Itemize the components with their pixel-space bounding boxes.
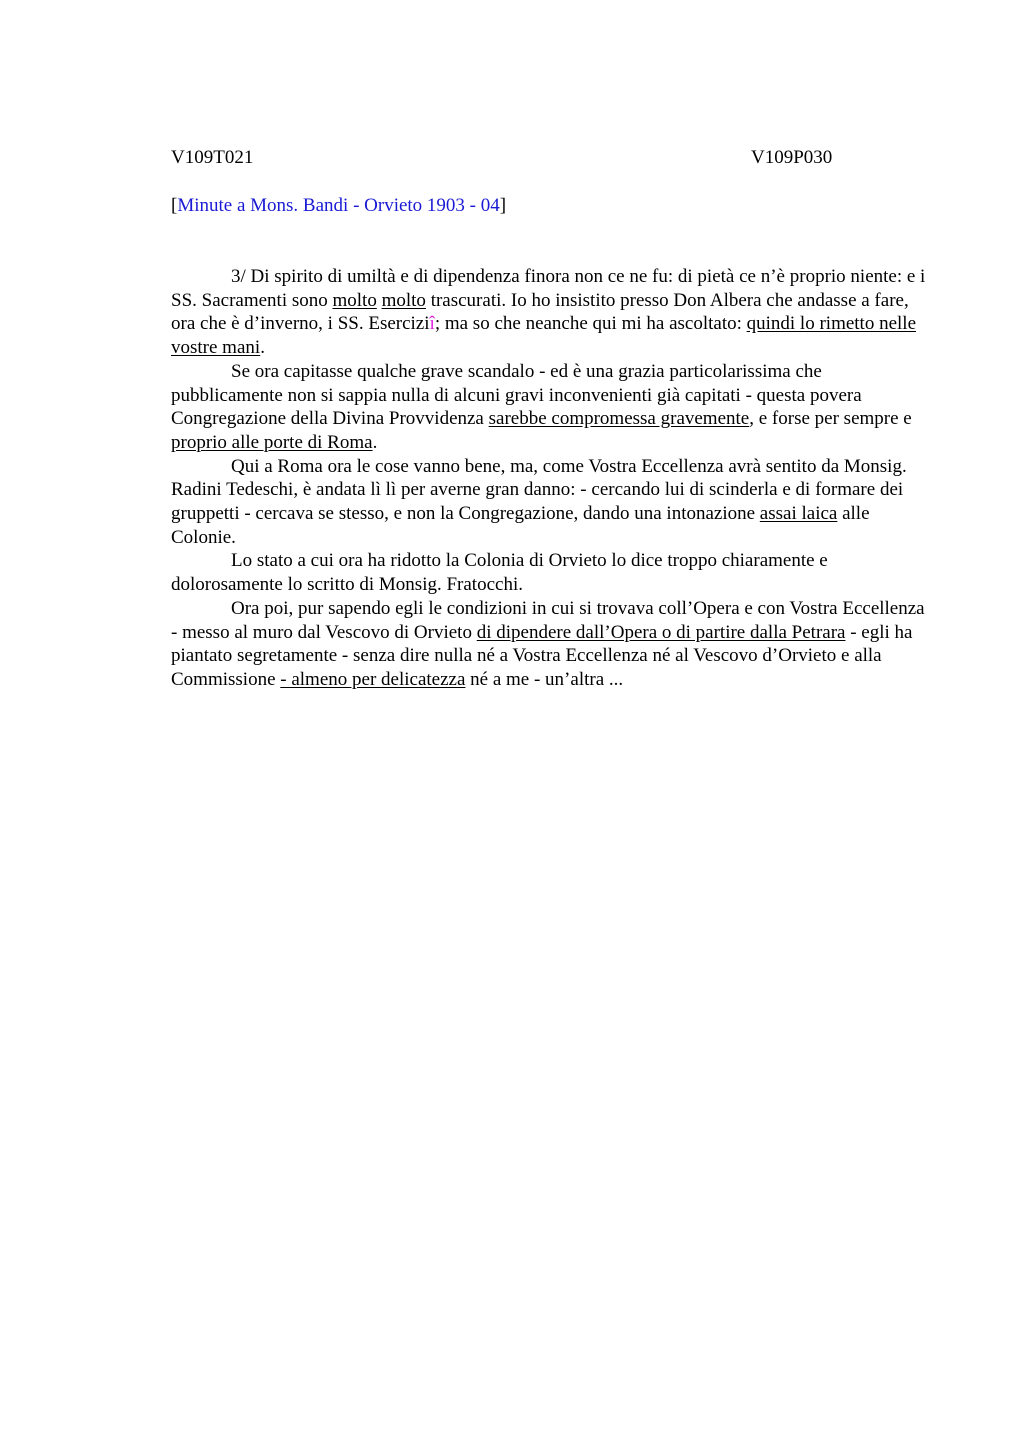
letter-body <box>171 265 931 692</box>
underlined-text: molto <box>381 289 426 311</box>
text-segment: ; ma so che neanche qui mi ha ascoltato: <box>434 313 747 335</box>
paragraph-4 <box>171 549 931 596</box>
text-segment: trascurati. Io ho insistito presso Don Albera che andasse a fare, ora che è d’inverno, i SS. Esercizi <box>171 289 909 335</box>
paragraph-1 <box>171 265 931 360</box>
underlined-text: assai laica <box>759 503 838 525</box>
paragraph-2 <box>171 360 931 455</box>
editorial-mark: î <box>429 313 435 335</box>
document-code-left: V109T021 <box>171 147 254 168</box>
paragraph-5 <box>171 597 931 692</box>
underlined-text: molto <box>332 289 377 311</box>
underlined-text: sarebbe compromessa gravemente <box>488 408 750 430</box>
text-segment: 3/ Di spirito di umiltà e di dipendenza finora non ce ne fu: di pietà ce n’è proprio niente: e i SS. Sacramenti sono <box>171 266 926 311</box>
text-segment: Lo stato a cui ora ha ridotto la Colonia di Orvieto lo dice troppo chiaramente e dolorosamente lo scritto di Monsig. Fratocchi. <box>171 550 828 596</box>
text-segment: . <box>372 431 378 453</box>
underlined-text: proprio alle porte di Roma <box>171 431 373 453</box>
document-subtitle <box>171 194 506 218</box>
subtitle-close-bracket: ] <box>499 195 507 216</box>
subtitle-open-bracket: [ <box>171 195 178 216</box>
text-segment: Se ora capitasse qualche grave scandalo - ed è una grazia particolarissima che pubblicamente non si sappia nulla di alcuni gravi inconvenienti già capitati - questa povera Congregazione della Divina Provvidenza <box>171 360 862 430</box>
subtitle-title: Minute a Mons. Bandi - Orvieto 1903 - 04 <box>177 195 500 216</box>
text-segment: . <box>260 337 265 359</box>
document-code-right: V109P030 <box>751 147 833 168</box>
text-segment: , e forse per sempre e <box>749 408 912 430</box>
text-segment: né a me - un’altra ... <box>465 668 624 690</box>
text-segment: alle Colonie. <box>171 503 870 548</box>
text-segment: Qui a Roma ora le cose vanno bene, ma, come Vostra Eccellenza avrà sentito da Monsig. Radini Tedeschi, è andata lì lì per averne gran danno: - cercando lui di scinderla e di formare dei gruppetti - cercava se stesso, e non la Congregazione, dando una intonazione <box>171 455 907 525</box>
underlined-text: - almeno per delicatezza <box>280 668 466 690</box>
underlined-text: di dipendere dall’Opera o di partire dalla Petrara <box>476 621 846 643</box>
text-segment: - egli ha piantato segretamente - senza dire nulla né a Vostra Eccellenza né al Vescovo d’Orvieto e alla Commissione <box>171 621 913 690</box>
underlined-text: quindi lo rimetto nelle vostre mani <box>171 313 917 359</box>
text-segment: Ora poi, pur sapendo egli le condizioni in cui si trovava coll’Opera e con Vostra Eccellenza - messo al muro dal Vescovo di Orvieto <box>171 597 925 643</box>
paragraph-3 <box>171 455 931 550</box>
